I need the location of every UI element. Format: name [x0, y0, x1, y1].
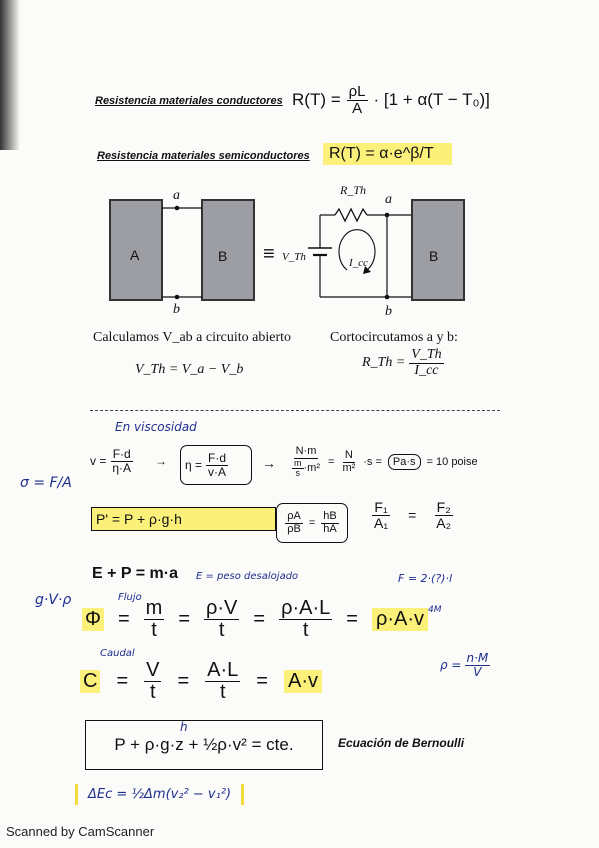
flujo-note: Flujo	[118, 592, 142, 603]
conductor-formula	[292, 84, 490, 117]
density-side-den: V	[473, 664, 482, 679]
a1: A₁	[374, 514, 389, 531]
n-fraction	[340, 450, 357, 474]
conductor-lhs: R(T) =	[292, 90, 341, 110]
poise-text: = 10 poise	[426, 456, 478, 469]
rhoV-num: ρ·V	[206, 597, 238, 619]
mass-flow-result: ρ·A·v	[372, 608, 428, 631]
node-a2-label: a	[385, 192, 392, 207]
units-den-tail: ·m²	[303, 461, 320, 474]
volumetric-flow-result: A·v	[284, 670, 322, 693]
flow-left-note: g·V·ρ	[35, 592, 72, 608]
thevenin-diagram	[95, 180, 475, 320]
rth-den: I_cc	[414, 362, 439, 378]
conductor-den: A	[352, 99, 363, 117]
rth-lhs: R_Th =	[362, 355, 406, 371]
m-over-t	[144, 598, 165, 641]
eta-fraction	[206, 452, 228, 478]
conductor-rhs: · [1 + α(T − T₀)]	[373, 90, 490, 110]
equiv-sign: ≡	[263, 243, 275, 265]
node-b-dot	[175, 295, 180, 300]
t-den-4: t	[150, 681, 156, 703]
n-den: m²	[342, 461, 356, 474]
c-symbol: C	[80, 670, 100, 693]
h-b: hB	[323, 509, 337, 522]
semiconductor-title: Resistencia materiales semiconductores	[97, 150, 310, 162]
conductor-num: ρL	[348, 83, 366, 100]
velocity-num: F·d	[112, 447, 131, 461]
velocity-lhs: v =	[90, 454, 107, 469]
rho-fraction	[285, 511, 303, 535]
h-a: hA	[323, 522, 337, 535]
mass-flow-formula: Φ = $\frac{m}{t}$ = $\frac{\rho\cdot V}{t}$ = $\frac{\rho\cdot A\cdot L}{t}$ = ρ·A·v	[82, 598, 428, 641]
bernoulli-label: Ecuación de Bernoulli	[338, 736, 465, 750]
eta-den: v·A	[208, 464, 227, 479]
scanner-watermark: Scanned by CamScanner	[6, 824, 155, 839]
velocity-fraction	[110, 448, 133, 474]
m-num: m	[145, 597, 163, 619]
node-b-label: b	[173, 302, 180, 317]
density-side-note	[440, 652, 490, 678]
kinetic-energy-note: ΔEc = ½Δm(v₂² − v₁²)	[75, 784, 244, 805]
buoyancy-formula: E + P = m·a	[92, 565, 178, 582]
vth-equation: V_Th = V_a − V_b	[135, 362, 244, 377]
arrow-1: →	[262, 455, 276, 471]
units-den-num: m	[294, 457, 302, 468]
stress-side-note: σ = F/A	[20, 475, 72, 491]
node-a-dot	[175, 206, 180, 211]
f1: F₁	[374, 499, 388, 515]
eta-num: F·d	[208, 450, 227, 465]
t-den-1: t	[151, 619, 157, 641]
pas-box: Pa·s	[388, 454, 421, 470]
f2: F₂	[436, 499, 451, 515]
rth-label: R_Th	[340, 183, 367, 197]
section-divider	[90, 410, 500, 411]
resistor-rth	[335, 209, 367, 221]
density-side-fraction	[465, 652, 491, 678]
volumetric-flow-formula: C = $\frac{V}{t}$ = $\frac{A\cdot L}{t}$ = A·v	[80, 660, 322, 703]
pascal-formula: $\frac{\text{F₁}}{\text{A₁}}$ = $\frac{\text{F₂}}{\text{A₂}}$	[374, 499, 452, 531]
rho-b: ρB	[287, 522, 301, 535]
density-side-lhs: ρ =	[440, 658, 462, 673]
open-circuit-text: Calculamos V_ab a circuito abierto	[93, 330, 292, 345]
short-circuit-text: Cortocircutamos a y b:	[330, 330, 458, 345]
rho-a: ρA	[287, 509, 301, 522]
buoyancy-note: E = peso desalojado	[196, 571, 299, 582]
rth-equation	[362, 348, 444, 378]
pressure-formula: P' = P + ρ·g·h	[91, 507, 276, 531]
t-den-5: t	[219, 681, 226, 703]
f2-fraction	[434, 500, 453, 530]
rhoV-over-t	[204, 598, 239, 641]
phi-symbol: Φ	[82, 608, 104, 631]
bernoulli-formula: P + ρ·g·z + ½ρ·v² = cte.	[85, 720, 323, 770]
conductor-fraction	[347, 84, 368, 117]
vth-label: V_Th	[282, 251, 306, 263]
caudal-note: Caudal	[100, 648, 135, 659]
rth-num: V_Th	[411, 347, 442, 362]
semiconductor-formula: R(T) = α·e^β/T	[323, 143, 452, 165]
rhoAL-num: ρ·A·L	[281, 597, 331, 619]
label-block-a: A	[130, 247, 140, 263]
force-note: F = 2·(?)·l	[398, 572, 453, 585]
node-b2-label: b	[385, 304, 392, 319]
velocity-formula: v = $\frac{F\cdot d}{\eta\cdot A}$ →	[90, 447, 168, 475]
V-num: V	[146, 659, 160, 681]
bernoulli-h-note: h	[180, 720, 188, 734]
node-a-label: a	[173, 188, 180, 203]
a2: A₂	[436, 514, 452, 531]
block-b	[202, 200, 254, 300]
force-note-sub: 4M	[428, 605, 442, 615]
eta-formula-box	[180, 445, 252, 485]
units-eq: =	[328, 456, 335, 469]
eta-lhs: η =	[185, 458, 203, 472]
t-den-2: t	[218, 619, 225, 641]
density-ratio-box: $\frac{\rho A}{\rho B}$ = $\frac{hB}{hA}$	[276, 503, 348, 543]
icc-label: I_cc	[349, 257, 368, 269]
density-side-num: n·M	[466, 651, 489, 665]
conductor-title: Resistencia materiales conductores	[95, 95, 283, 107]
units-num: N·m	[295, 445, 317, 457]
viscosity-annotation: En viscosidad	[115, 420, 197, 434]
h-fraction	[321, 511, 338, 535]
units-fraction	[290, 446, 322, 478]
velocity-den: η·A	[112, 460, 132, 475]
AL-over-t	[205, 660, 240, 703]
f1-fraction	[372, 500, 390, 530]
units-den	[290, 459, 322, 479]
n-tail: ·s =	[363, 456, 382, 469]
AL-num: A·L	[207, 659, 239, 681]
rth-fraction	[409, 348, 443, 378]
rhoAL-over-t	[279, 598, 332, 641]
units-den-den: s	[295, 467, 300, 478]
label-block-b-right: B	[429, 248, 439, 264]
scan-left-edge	[0, 0, 20, 150]
label-block-b: B	[218, 248, 228, 264]
n-num: N	[344, 449, 353, 462]
t-den-3: t	[302, 619, 309, 641]
V-over-t	[144, 660, 161, 703]
units-formula	[290, 446, 478, 478]
